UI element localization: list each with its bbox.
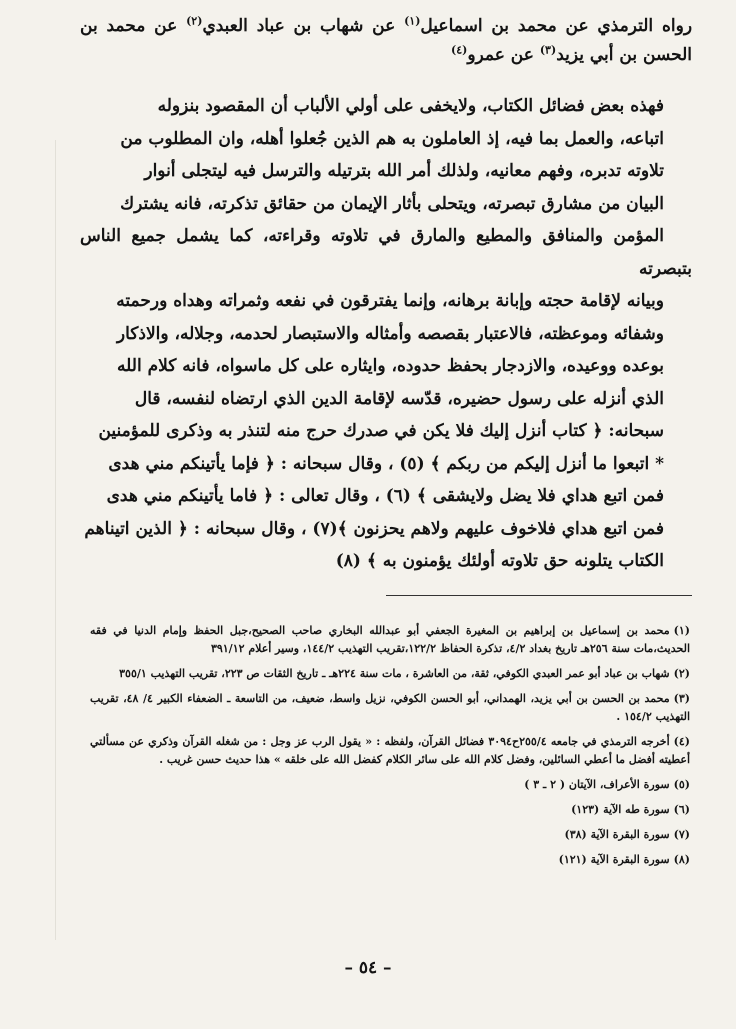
page-binding-shadow (55, 140, 56, 940)
footnote-ref-3[interactable]: (٣) (539, 43, 557, 57)
footnote-2 (90, 665, 690, 683)
footnote-8 (90, 851, 690, 869)
intro-line-2: محمد بن الحسن بن أبي يزيد (80, 16, 692, 65)
body-line: * اتبعوا ما أنزل إليكم من ربكم ﴾ (٥) ، وقال سبحانه : ﴿ فإما يأتينكم مني هدى (108, 453, 664, 474)
footnote-text: شهاب بن عباد أبو عمر العبدي الكوفي، ثقة، من العاشرة ، مات سنة ٢٢٤هـ ـ تاريخ الثقات ص ٢٢٣، تقريب التهذيب ٣٥٥/١ (119, 667, 670, 680)
intro-line-1c: عن (154, 16, 178, 36)
footnote-1 (90, 622, 690, 658)
body-line: فمن اتبع هداي فلا يضل ولايشقى ﴾ (٦) ، وقال تعالى : ﴿ فاما يأتينكم مني هدى (106, 486, 664, 506)
footnote-5 (90, 776, 690, 794)
footnote-ref-4[interactable]: (٤) (450, 43, 468, 57)
footnote-4 (90, 733, 690, 769)
footnote-text: أخرجه الترمذي في جامعه ٢٥٥/٤ح٣٠٩٤ فضائل القرآن، ولفظه : « يقول الرب عز وجل : من شغله القرآن وذكري عن مسألتي أعطيته أفضل ما أعطي السائلين، وفضل كلام الله على سائر الكلام كفضل الله على خلقه » هذا حديث حسن غريب . (90, 735, 690, 766)
body-line: وشفائه وموعظته، فالاعتبار بقصصه وأمثاله والاستبصار لحدمه، وجلاله، والاذكار (116, 323, 664, 344)
footnote-number: (٧) (673, 828, 690, 841)
footnote-number: (٢) (673, 667, 690, 680)
footnotes (90, 622, 690, 876)
body-line: بوعده ووعيده، والازدجار بحفظ حدوده، وايثاره على كل ماسواه، فانه كلام الله (117, 356, 664, 376)
footnote-separator (386, 595, 692, 596)
intro-line-1: رواه الترمذي عن محمد بن اسماعيل (420, 16, 693, 36)
footnote-number: (٦) (673, 803, 690, 816)
body-line: تلاوته تدبره، وفهم معانيه، ولذلك أمر الله بترتيله والترسل فيه ليتجلى أنوار (144, 161, 664, 181)
footnote-text: سورة البقرة الآية (٣٨) (564, 828, 670, 841)
footnote-ref-1[interactable]: (١) (404, 14, 421, 28)
footnote-number: (٨) (673, 853, 690, 866)
body-line: فهذه بعض فضائل الكتاب، ولايخفى على أولي الألباب أن المقصود بنزوله (157, 96, 664, 116)
footnote-ref-2[interactable]: (٢) (186, 14, 203, 28)
hadith-chain (80, 12, 692, 70)
main-paragraph (80, 90, 692, 578)
body-line: الذي أنزله على رسول حضيره، قدّسه لإقامة الدين الذي ارتضاه لنفسه، قال (134, 388, 664, 409)
footnote-3 (90, 690, 690, 726)
footnote-text: محمد بن إسماعيل بن إبراهيم بن المغيرة الجعفي أبو عبدالله البخاري صاحب الصحيح،جبل الحفظ وإمام الدنيا في فقه الحديث،مات سنة ٢٥٦هـ تاريخ بغداد ٤/٢، تذكرة الحفاظ ١٢٢/٢،تقريب التهذيب ١٤٤/٢، وسير أعلام ٣٩١/١٢ (90, 624, 690, 655)
page-number: – ٥٤ – (344, 958, 392, 978)
footnote-text: سورة الأعراف، الآيتان ( ٢ ـ ٣ ) (524, 778, 670, 791)
footnote-text: محمد بن الحسن بن أبي يزيد، الهمداني، أبو الحسن الكوفي، نزيل واسط، ضعيف، من التاسعة ـ الضعفاء الكبير ٤/ ٤٨، تقريب التهذيب ١٥٤/٢ . (90, 692, 690, 723)
footnote-6 (90, 801, 690, 819)
footnote-7 (90, 826, 690, 844)
intro-line-2b: عن عمرو (467, 45, 534, 65)
footnote-text: سورة البقرة الآية (١٢١) (558, 853, 670, 866)
footnote-number: (٣) (673, 692, 690, 705)
body-line: اتباعه، والعمل بما فيه، إذ العاملون به هم الذين جُعلوا أهله، وان المطلوب من (120, 128, 664, 149)
body-line: البيان من مشارق تبصرته، ويتحلى بأثار الإيمان من حقائق تذكرته، فانه يشترك (120, 193, 664, 214)
intro-line-1b: عن شهاب بن عباد العبدي (202, 16, 396, 36)
footnote-number: (٤) (673, 735, 691, 748)
footnote-number: (١) (673, 624, 690, 637)
footnote-number: (٥) (673, 778, 690, 791)
body-line: وبيانه لإقامة حجته وإبانة برهانه، وإنما يفترقون في نفعه وثمراته وهداه ورحمته (116, 291, 664, 311)
body-line: الكتاب يتلونه حق تلاوته أولئك يؤمنون به ﴾ (٨) (335, 551, 664, 571)
body-line: المؤمن والمنافق والمطيع والمارق في تلاوته وقراءته، كما يشمل جميع الناس بتبصرته (80, 226, 692, 279)
body-line: فمن اتبع هداي فلاخوف عليهم ولاهم يحزنون ﴾(٧) ، وقال سبحانه : ﴿ الذين اتيناهم (84, 518, 664, 539)
page-body (80, 12, 692, 578)
body-line: سبحانه: ﴿ كتاب أنزل إليك فلا يكن في صدرك حرج منه لتنذر به وذكرى للمؤمنين (98, 421, 664, 441)
footnote-text: سورة طه الآية (١٢٣) (571, 803, 670, 816)
